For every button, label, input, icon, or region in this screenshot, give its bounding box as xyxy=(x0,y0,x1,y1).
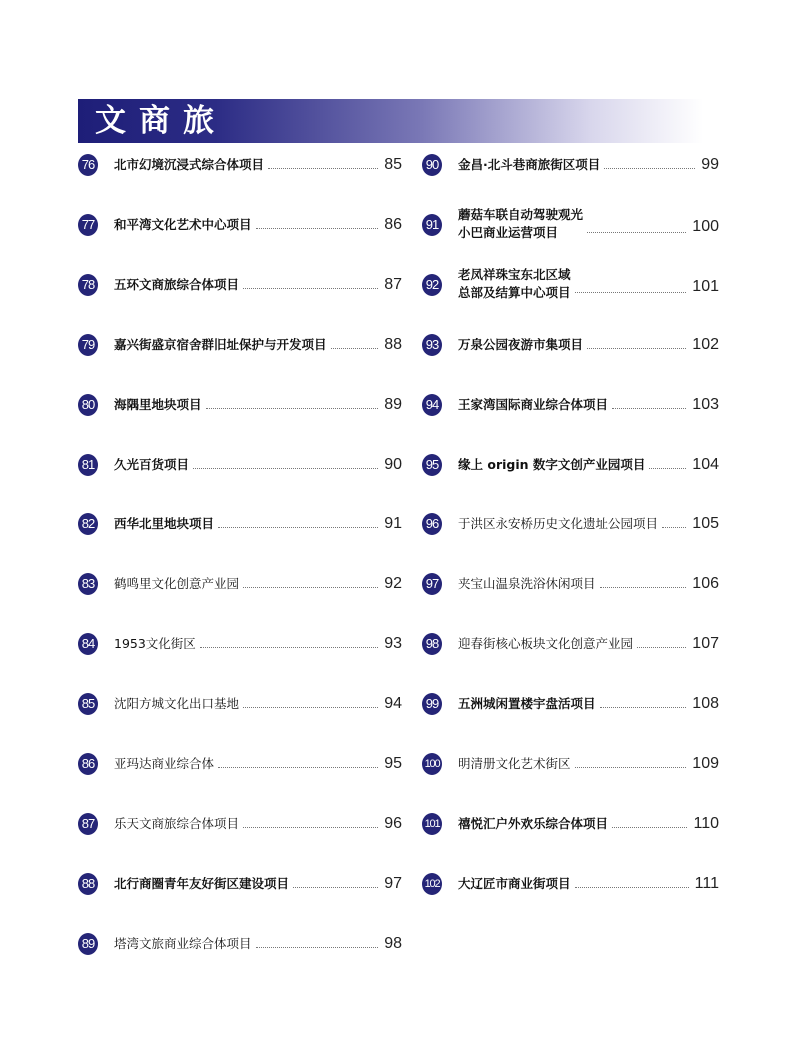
entry-title-line1: 老凤祥珠宝东北区域 xyxy=(458,266,571,282)
entry-page-number: 104 xyxy=(692,455,719,473)
entry-title: 缘上 origin 数字文创产业园项目 xyxy=(458,456,646,472)
dot-leader xyxy=(256,947,379,948)
toc-entry[interactable] xyxy=(78,753,402,799)
toc-entry[interactable] xyxy=(78,334,402,380)
entry-page-number: 99 xyxy=(701,156,719,173)
entry-page-number: 90 xyxy=(384,455,402,473)
dot-leader xyxy=(575,767,687,768)
toc-entry[interactable] xyxy=(78,633,402,679)
entry-page-number: 105 xyxy=(692,515,719,533)
toc-entry[interactable] xyxy=(78,573,402,619)
entry-page-number: 111 xyxy=(694,874,719,892)
section-header-banner xyxy=(78,99,703,143)
entry-title: 沈阳方城文化出口基地 xyxy=(114,696,240,712)
dot-leader xyxy=(293,887,378,888)
toc-entry[interactable] xyxy=(78,693,402,739)
dot-leader xyxy=(600,707,687,708)
entry-title: 海隅里地块项目 xyxy=(114,396,202,412)
entry-number-badge: 82 xyxy=(78,513,98,535)
entry-number-badge: 100 xyxy=(422,753,442,775)
dot-leader xyxy=(637,647,686,648)
toc-entry[interactable] xyxy=(422,573,719,619)
dot-leader xyxy=(600,587,687,588)
dot-leader xyxy=(218,767,378,768)
entry-number-badge: 81 xyxy=(78,454,98,476)
entry-title: 和平湾文化艺术中心项目 xyxy=(114,216,252,232)
dot-leader xyxy=(575,887,689,888)
entry-page-number: 98 xyxy=(384,934,402,952)
toc-entry[interactable] xyxy=(422,334,719,380)
entry-title: 西华北里地块项目 xyxy=(114,516,215,532)
entry-number-badge: 90 xyxy=(422,154,442,176)
entry-page-number: 92 xyxy=(384,575,402,593)
entry-number-badge: 76 xyxy=(78,154,98,176)
toc-entry[interactable] xyxy=(422,266,719,320)
entry-title: 万泉公园夜游市集项目 xyxy=(458,336,584,352)
toc-entry[interactable] xyxy=(78,933,402,979)
entry-page-number: 100 xyxy=(692,217,719,235)
entry-title: 北行商圈青年友好街区建设项目 xyxy=(114,875,290,891)
entry-title xyxy=(458,206,583,242)
entry-title: 五洲城闲置楼宇盘活项目 xyxy=(458,696,596,712)
dot-leader xyxy=(612,408,686,409)
dot-leader xyxy=(243,827,378,828)
toc-entry[interactable] xyxy=(422,693,719,739)
entry-page-number: 108 xyxy=(692,695,719,713)
entry-number-badge: 89 xyxy=(78,933,98,955)
toc-entry[interactable] xyxy=(78,274,402,320)
entry-page-number: 94 xyxy=(384,695,402,713)
dot-leader xyxy=(587,232,686,233)
dot-leader xyxy=(256,228,379,229)
entry-number-badge: 78 xyxy=(78,274,98,296)
toc-entry[interactable] xyxy=(78,873,402,919)
toc-entry[interactable] xyxy=(422,873,719,919)
entry-title: 1953文化街区 xyxy=(114,636,196,652)
toc-entry[interactable] xyxy=(78,454,402,500)
entry-number-badge: 96 xyxy=(422,513,442,535)
entry-title: 大辽匠市商业街项目 xyxy=(458,875,571,891)
entry-title-line2: 小巴商业运营项目 xyxy=(458,224,559,240)
entry-number-badge: 87 xyxy=(78,813,98,835)
dot-leader xyxy=(587,348,686,349)
toc-entry[interactable] xyxy=(422,753,719,799)
dot-leader xyxy=(649,468,686,469)
entry-page-number: 86 xyxy=(384,215,402,233)
entry-title-line1: 蘑菇车联自动驾驶观光 xyxy=(458,206,584,222)
entry-page-number: 106 xyxy=(692,575,719,593)
toc-entry[interactable] xyxy=(422,454,719,500)
entry-number-badge: 79 xyxy=(78,334,98,356)
entry-page-number: 109 xyxy=(692,755,719,772)
toc-entry[interactable] xyxy=(78,513,402,559)
entry-number-badge: 84 xyxy=(78,633,98,655)
dot-leader xyxy=(662,527,686,528)
entry-number-badge: 95 xyxy=(422,454,442,476)
dot-leader xyxy=(218,527,378,528)
entry-page-number: 97 xyxy=(384,874,402,892)
entry-title: 乐天文商旅综合体项目 xyxy=(114,815,240,831)
dot-leader xyxy=(243,707,378,708)
entry-page-number: 93 xyxy=(384,635,402,653)
toc-entry[interactable] xyxy=(422,206,719,260)
entry-number-badge: 98 xyxy=(422,633,442,655)
entry-title xyxy=(458,266,571,302)
entry-page-number: 89 xyxy=(384,395,402,413)
toc-entry[interactable] xyxy=(78,394,402,440)
dot-leader xyxy=(243,288,378,289)
entry-page-number: 102 xyxy=(692,335,719,353)
entry-page-number: 107 xyxy=(692,635,719,653)
entry-number-badge: 88 xyxy=(78,873,98,895)
dot-leader xyxy=(268,168,378,169)
entry-number-badge: 80 xyxy=(78,394,98,416)
entry-title-line2: 总部及结算中心项目 xyxy=(458,284,571,300)
entry-title: 迎春街核心板块文化创意产业园 xyxy=(458,636,634,652)
entry-number-badge: 101 xyxy=(422,813,442,835)
toc-entry[interactable] xyxy=(422,813,719,859)
entry-title: 嘉兴街盛京宿舍群旧址保护与开发项目 xyxy=(114,336,327,352)
dot-leader xyxy=(612,827,687,828)
entry-number-badge: 99 xyxy=(422,693,442,715)
dot-leader xyxy=(575,292,687,293)
entry-page-number: 91 xyxy=(384,515,402,533)
entry-title: 王家湾国际商业综合体项目 xyxy=(458,396,609,412)
dot-leader xyxy=(331,348,379,349)
dot-leader xyxy=(243,587,378,588)
entry-page-number: 85 xyxy=(384,156,402,173)
entry-number-badge: 86 xyxy=(78,753,98,775)
entry-page-number: 101 xyxy=(692,277,719,295)
entry-number-badge: 91 xyxy=(422,214,442,236)
toc-entry[interactable] xyxy=(78,214,402,260)
entry-title: 禧悦汇户外欢乐综合体项目 xyxy=(458,815,609,831)
entry-title: 五环文商旅综合体项目 xyxy=(114,276,240,292)
entry-page-number: 87 xyxy=(384,275,402,293)
entry-title: 夹宝山温泉洗浴休闲项目 xyxy=(458,576,596,592)
toc-entry[interactable] xyxy=(422,154,719,200)
entry-page-number: 95 xyxy=(384,755,402,772)
entry-title: 亚玛达商业综合体 xyxy=(114,756,215,771)
toc-entry[interactable] xyxy=(78,154,402,200)
entry-page-number: 96 xyxy=(384,814,402,832)
toc-entry[interactable] xyxy=(422,394,719,440)
toc-entry[interactable] xyxy=(78,813,402,859)
entry-number-badge: 102 xyxy=(422,873,442,895)
entry-number-badge: 77 xyxy=(78,214,98,236)
dot-leader xyxy=(193,468,378,469)
entry-page-number: 88 xyxy=(384,335,402,353)
entry-title: 鹤鸣里文化创意产业园 xyxy=(114,576,240,592)
section-title: 文商旅 xyxy=(95,103,227,139)
toc-entry[interactable] xyxy=(422,633,719,679)
entry-number-badge: 85 xyxy=(78,693,98,715)
entry-title: 金昌·北斗巷商旅街区项目 xyxy=(458,157,601,172)
entry-number-badge: 92 xyxy=(422,274,442,296)
dot-leader xyxy=(604,168,695,169)
entry-page-number: 110 xyxy=(693,814,719,832)
entry-title: 北市幻境沉浸式综合体项目 xyxy=(114,157,265,172)
entry-number-badge: 94 xyxy=(422,394,442,416)
entry-title: 明清册文化艺术街区 xyxy=(458,756,571,771)
entry-title: 久光百货项目 xyxy=(114,456,190,472)
toc-entry[interactable] xyxy=(422,513,719,559)
entry-number-badge: 97 xyxy=(422,573,442,595)
entry-title: 塔湾文旅商业综合体项目 xyxy=(114,935,252,951)
dot-leader xyxy=(206,408,379,409)
dot-leader xyxy=(200,647,378,648)
entry-page-number: 103 xyxy=(692,395,719,413)
entry-title: 于洪区永安桥历史文化遗址公园项目 xyxy=(458,516,659,532)
entry-number-badge: 83 xyxy=(78,573,98,595)
entry-number-badge: 93 xyxy=(422,334,442,356)
